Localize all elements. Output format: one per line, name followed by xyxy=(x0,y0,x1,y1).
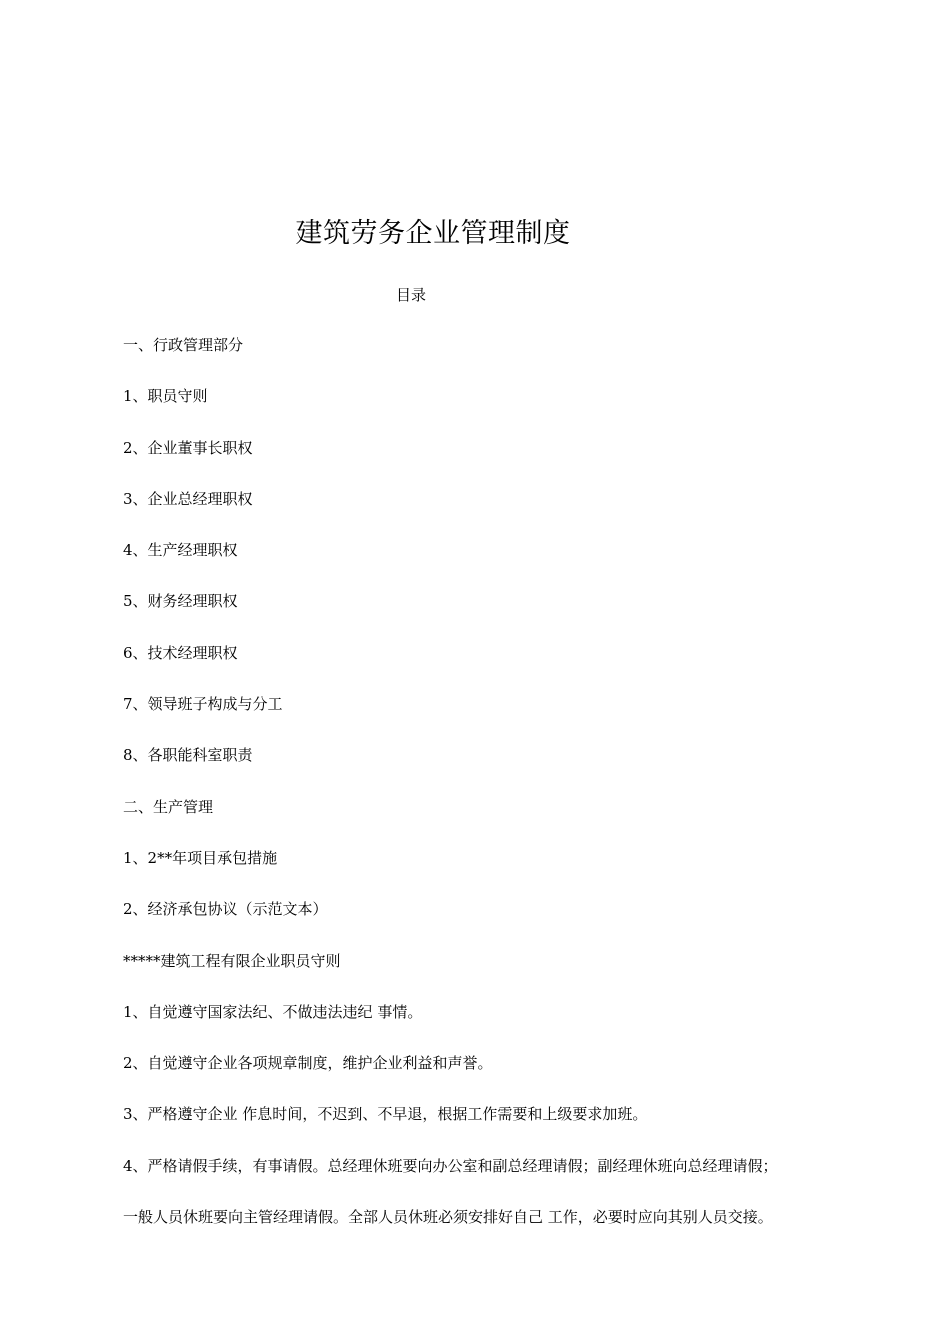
toc-item: 6、技术经理职权 xyxy=(123,643,238,662)
toc-item: 4、生产经理职权 xyxy=(123,541,238,560)
toc-item: 5、财务经理职权 xyxy=(123,592,238,611)
toc-item: 1、职员守则 xyxy=(123,387,208,406)
rules-heading: *****建筑工程有限企业职员守则 xyxy=(123,951,341,970)
toc-item: 3、企业总经理职权 xyxy=(123,489,253,508)
toc-item: 7、领导班子构成与分工 xyxy=(123,695,283,714)
rule-paragraph-continued: 一般人员休班要向主管经理请假。全部人员休班必须安排好自己 工作，必要时应向其别人员交接。 xyxy=(123,1208,773,1227)
rule-paragraph: 4、严格请假手续，有事请假。总经理休班要向办公室和副总经理请假；副经理休班向总经理请假； xyxy=(123,1156,778,1175)
document-title: 建筑劳务企业管理制度 xyxy=(295,218,571,249)
toc-item: 2、企业董事长职权 xyxy=(123,438,253,457)
toc-heading: 目录 xyxy=(395,286,426,304)
toc-item: 2、经济承包协议（示范文本） xyxy=(123,900,328,919)
toc-item: 1、2**年项目承包措施 xyxy=(123,848,278,867)
rule-paragraph: 2、自觉遵守企业各项规章制度，维护企业利益和声誉。 xyxy=(123,1054,493,1073)
rule-paragraph: 3、严格遵守企业 作息时间，不迟到、不早退，根据工作需要和上级要求加班。 xyxy=(123,1105,648,1124)
document-body xyxy=(123,333,833,1256)
toc-item: 8、各职能科室职责 xyxy=(123,746,253,765)
rule-paragraph: 1、自觉遵守国家法纪、不做违法违纪 事情。 xyxy=(123,1002,423,1021)
section-heading-production: 二、生产管理 xyxy=(123,797,214,816)
section-heading-admin: 一、行政管理部分 xyxy=(123,336,244,354)
